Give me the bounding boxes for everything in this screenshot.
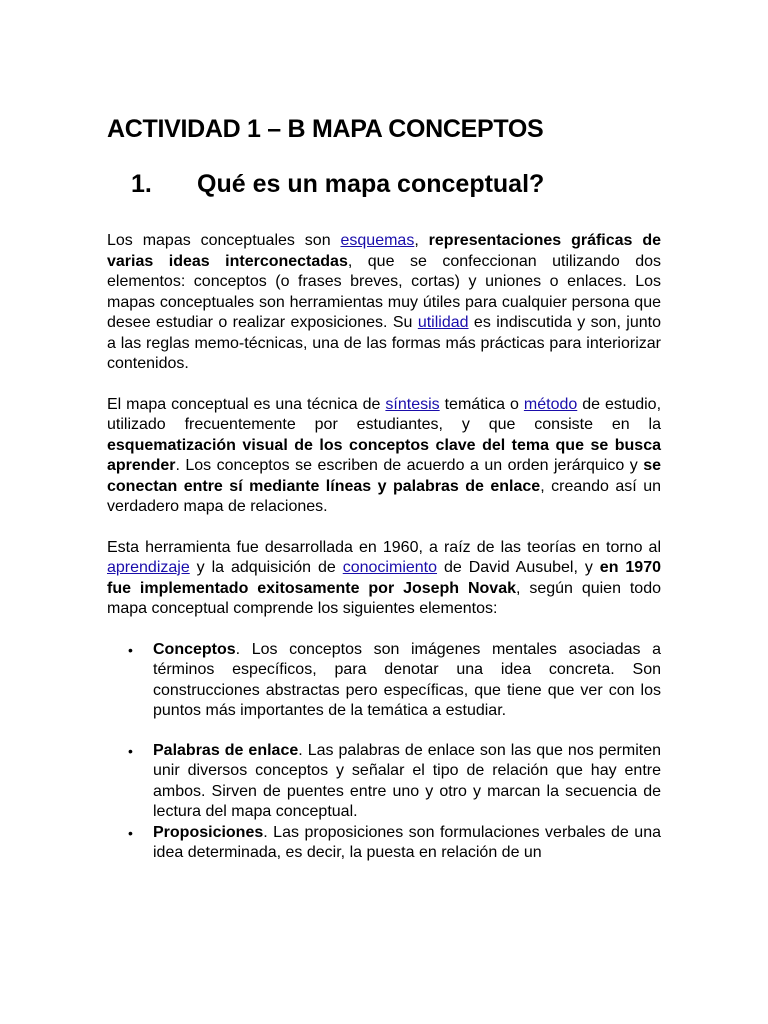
paragraph-3 [107, 538, 661, 620]
list-item [107, 640, 661, 722]
paragraph-2-bold-2: se conectan entre sí mediante líneas y palabras de enlace [107, 457, 661, 495]
paragraph-2-text-2: temática o [439, 395, 524, 413]
link-sintesis[interactable]: síntesis [385, 395, 440, 413]
bullet-icon: • [128, 742, 133, 759]
section-number: 1. [131, 170, 152, 198]
paragraph-3-text-2: y la adquisición de [189, 559, 343, 576]
paragraph-2 [107, 395, 661, 518]
paragraph-3-text-1: Esta herramienta fue desarrollada en 1960, a raíz de las teorías en torno al [107, 538, 661, 556]
paragraph-1-text-2: , [414, 232, 429, 249]
list-item-text: . Los conceptos son imágenes mentales asociadas a términos específicos, para denotar una idea concreta. Son construcciones abstractas pero específicas, que tiene que ver con los puntos más importantes de la temática a estudiar. [153, 640, 661, 719]
link-esquemas[interactable]: esquemas [340, 232, 415, 249]
paragraph-3-bold-1: en 1970 fue implementado exitosamente por Joseph Novak [107, 559, 662, 597]
link-aprendizaje[interactable]: aprendizaje [107, 559, 190, 576]
document-title: ACTIVIDAD 1 – B MAPA CONCEPTOS [107, 115, 544, 143]
list-item-term: Conceptos [153, 640, 236, 658]
paragraph-3-text-3: de David Ausubel, y [437, 559, 600, 576]
paragraph-1-text-3: , que se confeccionan utilizando dos elementos: conceptos (o frases breves, cortas) y uniones o enlaces. Los mapas conceptuales son herramientas muy útiles para cualquier persona que desee estudiar o realizar exposiciones. Su [107, 252, 662, 331]
paragraph-1-text-1: Los mapas conceptuales son [107, 232, 341, 249]
paragraph-2-bold-1: esquematización visual de los conceptos clave del tema que se busca aprender [107, 436, 661, 474]
paragraph-2-text-3: de estudio, utilizado frecuentemente por estudiantes, y que consiste en la [107, 395, 662, 433]
list-item [107, 741, 661, 823]
paragraph-1-text-4: es indiscutida y son, junto a las reglas memo-técnicas, una de las formas más prácticas para interiorizar contenidos. [107, 314, 661, 372]
list-item [107, 823, 661, 864]
paragraph-2-text-1: El mapa conceptual es una técnica de [107, 395, 386, 413]
paragraph-3-text-4: , según quien todo mapa conceptual comprende los siguientes elementos: [107, 579, 661, 617]
document-body [107, 231, 661, 864]
link-utilidad[interactable]: utilidad [417, 314, 469, 331]
list-item-term: Palabras de enlace [153, 741, 299, 759]
section-heading-text: Qué es un mapa conceptual? [197, 170, 545, 198]
list-item-text: . Las proposiciones son formulaciones verbales de una idea determinada, es decir, la puesta en relación de un [153, 823, 661, 861]
section-heading [131, 170, 544, 199]
paragraph-2-text-4: . Los conceptos se escriben de acuerdo a un orden jerárquico y [175, 457, 644, 474]
paragraph-2-text-5: , creando así un verdadero mapa de relaciones. [107, 477, 661, 515]
bullet-icon: • [128, 824, 133, 841]
paragraph-1-bold-1: representaciones gráficas de varias ideas interconectadas [107, 232, 662, 270]
elements-list [107, 640, 661, 864]
link-conocimiento[interactable]: conocimiento [342, 559, 438, 576]
bullet-icon: • [128, 641, 133, 658]
list-item-text: . Las palabras de enlace son las que nos permiten unir diversos conceptos y señalar el tipo de relación que hay entre ambos. Sirven de puentes entre uno y otro y marcan la secuencia de lectura del mapa conceptual. [153, 741, 662, 820]
list-item-term: Proposiciones [153, 823, 264, 841]
link-metodo[interactable]: método [523, 395, 578, 413]
paragraph-1 [107, 231, 661, 375]
